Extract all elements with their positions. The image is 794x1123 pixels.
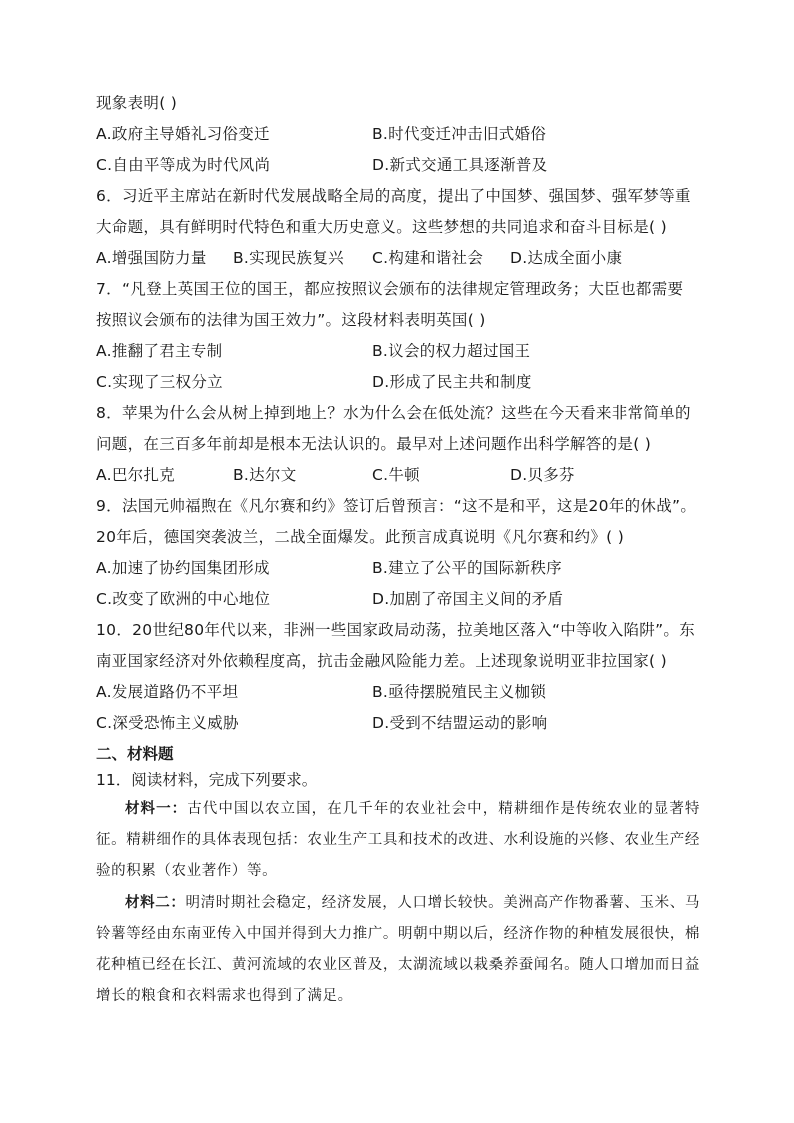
- q10-options-row1: [96, 677, 700, 708]
- q10-option-b[interactable]: B.亟待摆脱殖民主义枷锁: [372, 683, 547, 701]
- q6-stem-line2: 大命题，具有鲜明时代特色和重大历史意义。这些梦想的共同追求和奋斗目标是( ): [96, 218, 667, 236]
- q6-options-row: [96, 243, 700, 274]
- q9-option-d[interactable]: D.加剧了帝国主义间的矛盾: [372, 590, 564, 608]
- q5-stem-tail: 现象表明( ): [96, 94, 178, 112]
- q10-stem-line1: 10．20世纪80年代以来，非洲一些国家政局动荡，拉美地区落入“中等收入陷阱”。东: [96, 621, 696, 639]
- q7-stem-line2: 按照议会颁布的法律为国王效力”。这段材料表明英国( ): [96, 311, 486, 329]
- q10-option-c[interactable]: C.深受恐怖主义威胁: [96, 714, 239, 732]
- q8-options-row: [96, 460, 700, 491]
- q5-options-row1: [96, 119, 700, 150]
- material-2-label: 材料二：: [125, 894, 186, 911]
- q8-option-d[interactable]: D.贝多芬: [510, 466, 575, 484]
- q9-options-row2: [96, 584, 700, 615]
- q9-stem-line1: 9．法国元帅福煦在《凡尔赛和约》签订后曾预言：“这不是和平，这是20年的休战”。: [96, 497, 697, 515]
- q9-stem-line2: 20年后，德国突袭波兰，二战全面爆发。此预言成真说明《凡尔赛和约》( ): [96, 528, 625, 546]
- q8-option-a[interactable]: A.巴尔扎克: [96, 466, 176, 484]
- material-1: [96, 793, 700, 887]
- q7-option-b[interactable]: B.议会的权力超过国王: [372, 342, 531, 360]
- q6-option-c[interactable]: C.构建和谐社会: [372, 249, 484, 267]
- q5-options-row2: [96, 150, 700, 181]
- q8-option-c[interactable]: C.牛顿: [372, 466, 420, 484]
- material-1-label: 材料一：: [125, 800, 188, 817]
- q9-option-a[interactable]: A.加速了协约国集团形成: [96, 559, 270, 577]
- q5-option-b[interactable]: B.时代变迁冲击旧式婚俗: [372, 125, 547, 143]
- section-heading: 二、材料题: [96, 745, 174, 763]
- q8-option-b[interactable]: B.达尔文: [233, 466, 297, 484]
- q10-option-a[interactable]: A.发展道路仍不平坦: [96, 683, 239, 701]
- q10-options-row2: [96, 708, 700, 739]
- q7-options-row1: [96, 336, 700, 367]
- q5-option-a[interactable]: A.政府主导婚礼习俗变迁: [96, 125, 270, 143]
- material-1-text: 古代中国以农立国，在几千年的农业社会中，精耕细作是传统农业的显著特征。精耕细作的具体表现包括：农业生产工具和技术的改进、水利设施的兴修、农业生产经验的积累（农业著作）等。: [96, 801, 701, 879]
- q6-option-d[interactable]: D.达成全面小康: [510, 249, 623, 267]
- q8-stem-line2: 问题，在三百多年前却是根本无法认识的。最早对上述问题作出科学解答的是( ): [96, 435, 652, 453]
- q6-option-a[interactable]: A.增强国防力量: [96, 249, 207, 267]
- q6-option-b[interactable]: B.实现民族复兴: [233, 249, 344, 267]
- material-2-text: 明清时期社会稳定，经济发展，人口增长较快。美洲高产作物番薯、玉米、马铃薯等经由东南亚传入中国并得到大力推广。明朝中期以后，经济作物的种植发展很快，棉花种植已经在长江、黄河流域的农业区普及，太湖流域以栽桑养蚕闻名。随人口增加而日益增长的粮食和衣料需求也得到了满足。: [96, 895, 700, 1004]
- q9-options-row1: [96, 553, 700, 584]
- q7-option-c[interactable]: C.实现了三权分立: [96, 373, 223, 391]
- q7-option-a[interactable]: A.推翻了君主专制: [96, 342, 223, 360]
- q9-option-b[interactable]: B.建立了公平的国际新秩序: [372, 559, 562, 577]
- q9-option-c[interactable]: C.改变了欧洲的中心地位: [96, 590, 271, 608]
- material-2: [96, 887, 700, 1012]
- q5-option-c[interactable]: C.自由平等成为时代风尚: [96, 156, 271, 174]
- q5-option-d[interactable]: D.新式交通工具逐渐普及: [372, 156, 548, 174]
- q8-stem-line1: 8．苹果为什么会从树上掉到地上？水为什么会在低处流？这些在今天看来非常简单的: [96, 404, 691, 422]
- q6-stem-line1: 6．习近平主席站在新时代发展战略全局的高度，提出了中国梦、强国梦、强军梦等重: [96, 187, 691, 205]
- q10-stem-line2: 南亚国家经济对外依赖程度高，抗击金融风险能力差。上述现象说明亚非拉国家( ): [96, 652, 667, 670]
- q10-option-d[interactable]: D.受到不结盟运动的影响: [372, 714, 548, 732]
- q11-stem: 11．阅读材料，完成下列要求。: [96, 771, 318, 789]
- q7-option-d[interactable]: D.形成了民主共和制度: [372, 373, 532, 391]
- q7-options-row2: [96, 367, 700, 398]
- exam-page: [96, 88, 700, 1012]
- q7-stem-line1: 7．“凡登上英国王位的国王，都应按照议会颁布的法律规定管理政务；大臣也都需要: [96, 280, 684, 298]
